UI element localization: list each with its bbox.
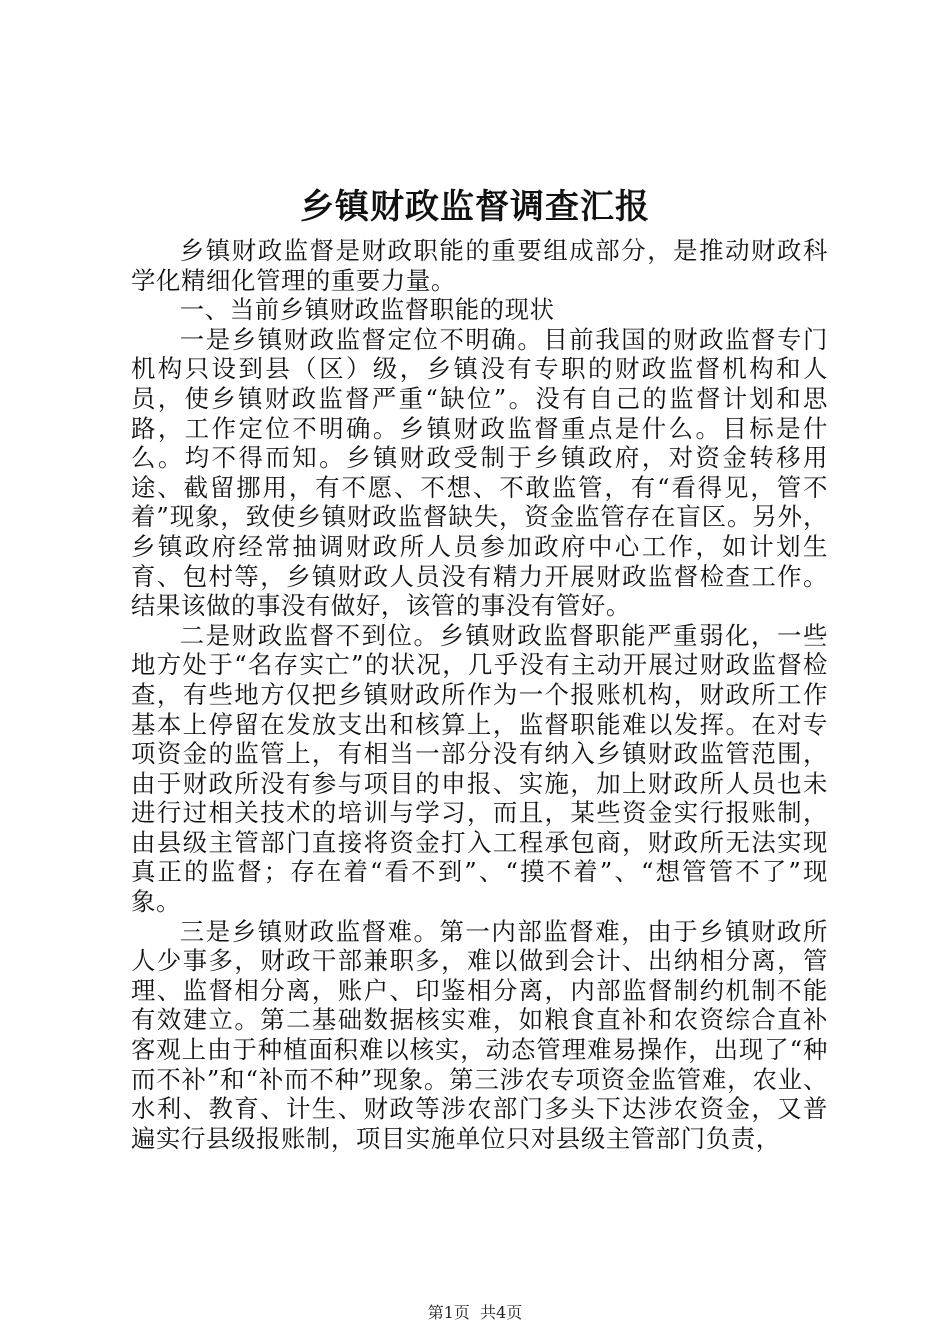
page-footer [0, 1303, 950, 1323]
document-body [131, 236, 828, 1153]
paragraph-intro: 乡镇财政监督是财政职能的重要组成部分，是推动财政科学化精细化管理的重要力量。 [131, 236, 828, 295]
page-number: 第1页 [427, 1303, 470, 1322]
document-title: 乡镇财政监督调查汇报 [300, 187, 650, 227]
section-heading: 一、当前乡镇财政监督职能的现状 [179, 295, 555, 325]
page-total: 共4页 [480, 1303, 523, 1322]
paragraph-point-three: 三是乡镇财政监督难。第一内部监督难，由于乡镇财政所人少事多，财政干部兼职多，难以做到会计、出纳相分离，管理、监督相分离，账户、印鉴相分离，内部监督制约机制不能有效建立。第二基础数据核实难，如粮食直补和农资综合直补客观上由于种植面积难以核实，动态管理难易操作，出现了“种而不补”和“补而不种”现象。第三涉农专项资金监管难，农业、水利、教育、计生、财政等涉农部门多头下达涉农资金，又普遍实行县级报账制，项目实施单位只对县级主管部门负责， [131, 916, 828, 1153]
paragraph-point-two: 二是财政监督不到位。乡镇财政监督职能严重弱化，一些地方处于“名存实亡”的状况，几乎没有主动开展过财政监督检查，有些地方仅把乡镇财政所作为一个报账机构，财政所工作基本上停留在发放支出和核算上，监督职能难以发挥。在对专项资金的监管上，有相当一部分没有纳入乡镇财政监管范围，由于财政所没有参与项目的申报、实施，加上财政所人员也未进行过相关技术的培训与学习，而且，某些资金实行报账制，由县级主管部门直接将资金打入工程承包商，财政所无法实现真正的监督；存在着“看不到”、“摸不着”、“想管管不了”现象。 [131, 620, 828, 917]
paragraph-point-one: 一是乡镇财政监督定位不明确。目前我国的财政监督专门机构只设到县（区）级，乡镇没有专职的财政监督机构和人员，使乡镇财政监督严重“缺位”。没有自己的监督计划和思路，工作定位不明确。乡镇财政监督重点是什么。目标是什么。均不得而知。乡镇财政受制于乡镇政府，对资金转移用途、截留挪用，有不愿、不想、不敢监管，有“看得见，管不着”现象，致使乡镇财政监督缺失，资金监管存在盲区。另外，乡镇政府经常抽调财政所人员参加政府中心工作，如计划生育、包村等，乡镇财政人员没有精力开展财政监督检查工作。结果该做的事没有做好，该管的事没有管好。 [131, 324, 828, 621]
